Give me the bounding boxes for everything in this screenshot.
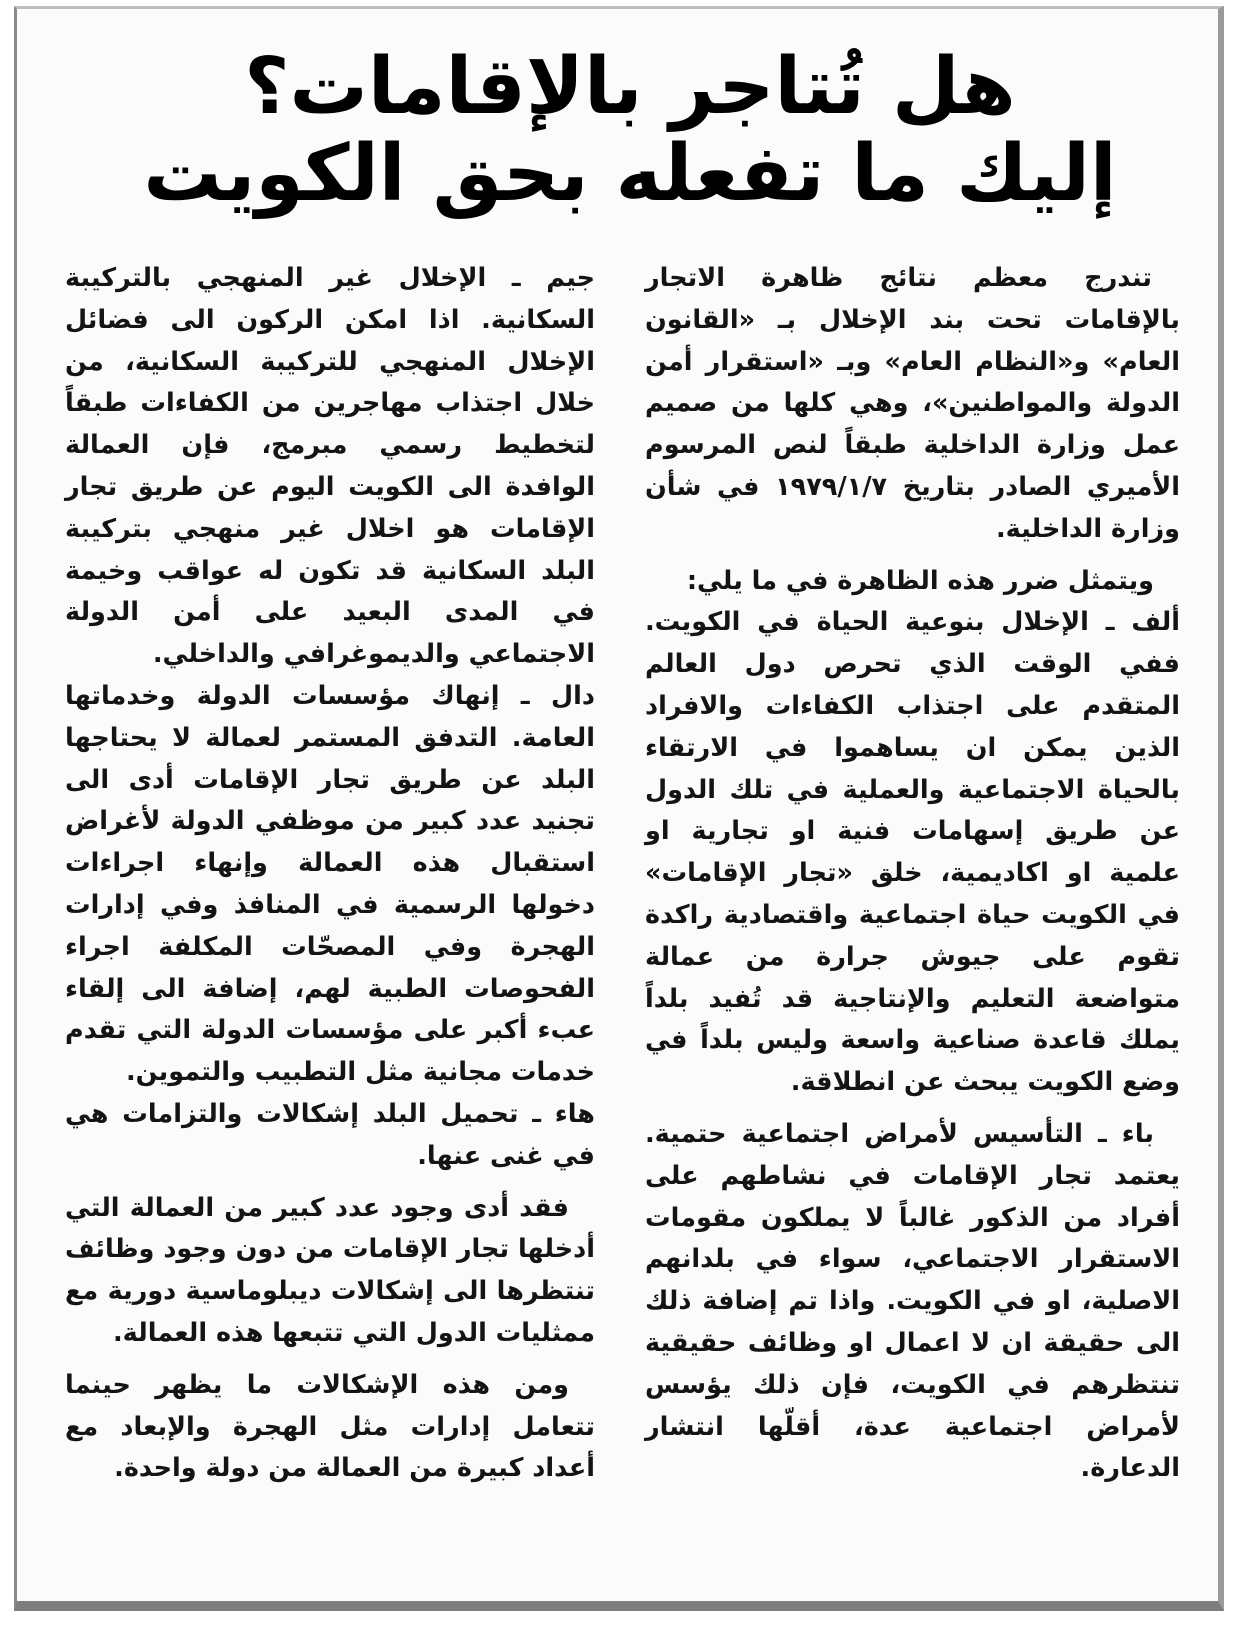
paragraph: فقد أدى وجود عدد كبير من العمالة التي أدخلها تجار الإقامات من دون وجود وظائف تنتظرها الى إشكالات ديبلوماسية دورية مع ممثليات الدول التي تتبعها هذه العمالة. [65,1192,595,1348]
paragraph: باء ـ التأسيس لأمراض اجتماعية حتمية. يعتمد تجار الإقامات في نشاطهم على أفراد من الذكور غالباً لا يملكون مقومات الاستقرار الاجتماعي، سواء في بلدانهم الاصلية، او في الكويت. واذا تم إضافة ذلك الى حقيقة ان لا اعمال او وظائف حقيقية تنتظرهم في الكويت، فإن ذلك يؤسس لأمراض اجتماعية عدة، أقلّها انتشار الدعارة. [645,1118,1180,1484]
headline-line-2: إليك ما تفعله بحق الكويت [143,129,1117,220]
paragraph: ألف ـ الإخلال بنوعية الحياة في الكويت. ففي الوقت الذي تحرص دول العالم المتقدم على اجتذاب الكفاءات والافراد الذين يمكن ان يساهموا في الارتقاء بالحياة الاجتماعية والعملية في تلك الدول عن طريق إسهامات فنية او تجارية او علمية او اكاديمية، خلق «تجار الإقامات» في الكويت حياة اجتماعية واقتصادية راكدة تقوم على جيوش جرارة من عمالة متواضعة التعليم والإنتاجية قد تُفيد بلداً يملك قاعدة صناعية واسعة وليس بلداً في وضع الكويت يبحث عن انطلاقة. [645,607,1180,1098]
paragraph: ويتمثل ضرر هذه الظاهرة في ما يلي: [686,565,1154,596]
paragraph: ومن هذه الإشكالات ما يظهر حينما تتعامل إدارات مثل الهجرة والإبعاد مع أعداد كبيرة من العمالة من دولة واحدة. [65,1369,595,1484]
paragraph: هاء ـ تحميل البلد إشكالات والتزامات هي في غنى عنها. [65,1098,595,1171]
paragraph: دال ـ إنهاك مؤسسات الدولة وخدماتها العامة. التدفق المستمر لعمالة لا يحتاجها البلد عن طريق تجار الإقامات أدى الى تجنيد عدد كبير من موظفي الدولة لأغراض استقبال هذه العمالة وإنهاء اجراءات دخولها الرسمية في المنافذ وفي إدارات الهجرة وفي المصحّات المكلفة اجراء الفحوصات الطبية لهم، إضافة الى إلقاء عبء أكبر على مؤسسات الدولة التي تقدم خدمات مجانية مثل التطبيب والتموين. [65,680,595,1088]
article-column-left [65,258,595,1490]
headline-line-1: هل تُتاجر بالإقامات؟ [244,42,1016,132]
article-headline [40,44,1220,219]
article-column-right [645,258,1180,1490]
paragraph: جيم ـ الإخلال غير المنهجي بالتركيبة السكانية. اذا امكن الركون الى فضائل الإخلال المنهجي للتركيبة السكانية، من خلال اجتذاب مهاجرين من الكفاءات طبقاً لتخطيط رسمي مبرمج، فإن العمالة الوافدة الى الكويت اليوم عن طريق تجار الإقامات هو اخلال غير منهجي بتركيبة البلد السكانية قد تكون له عواقب وخيمة في المدى البعيد على أمن الدولة الاجتماعي والديموغرافي والداخلي. [65,263,595,670]
paragraph: تندرج معظم نتائج ظاهرة الاتجار بالإقامات تحت بند الإخلال بـ «القانون العام» و«النظام العام» وبـ «استقرار أمن الدولة والمواطنين»، وهي كلها من صميم عمل وزارة الداخلية طبقاً لنص المرسوم الأميري الصادر بتاريخ ١٩٧٩/١/٧ في شأن وزارة الداخلية. [645,263,1180,544]
